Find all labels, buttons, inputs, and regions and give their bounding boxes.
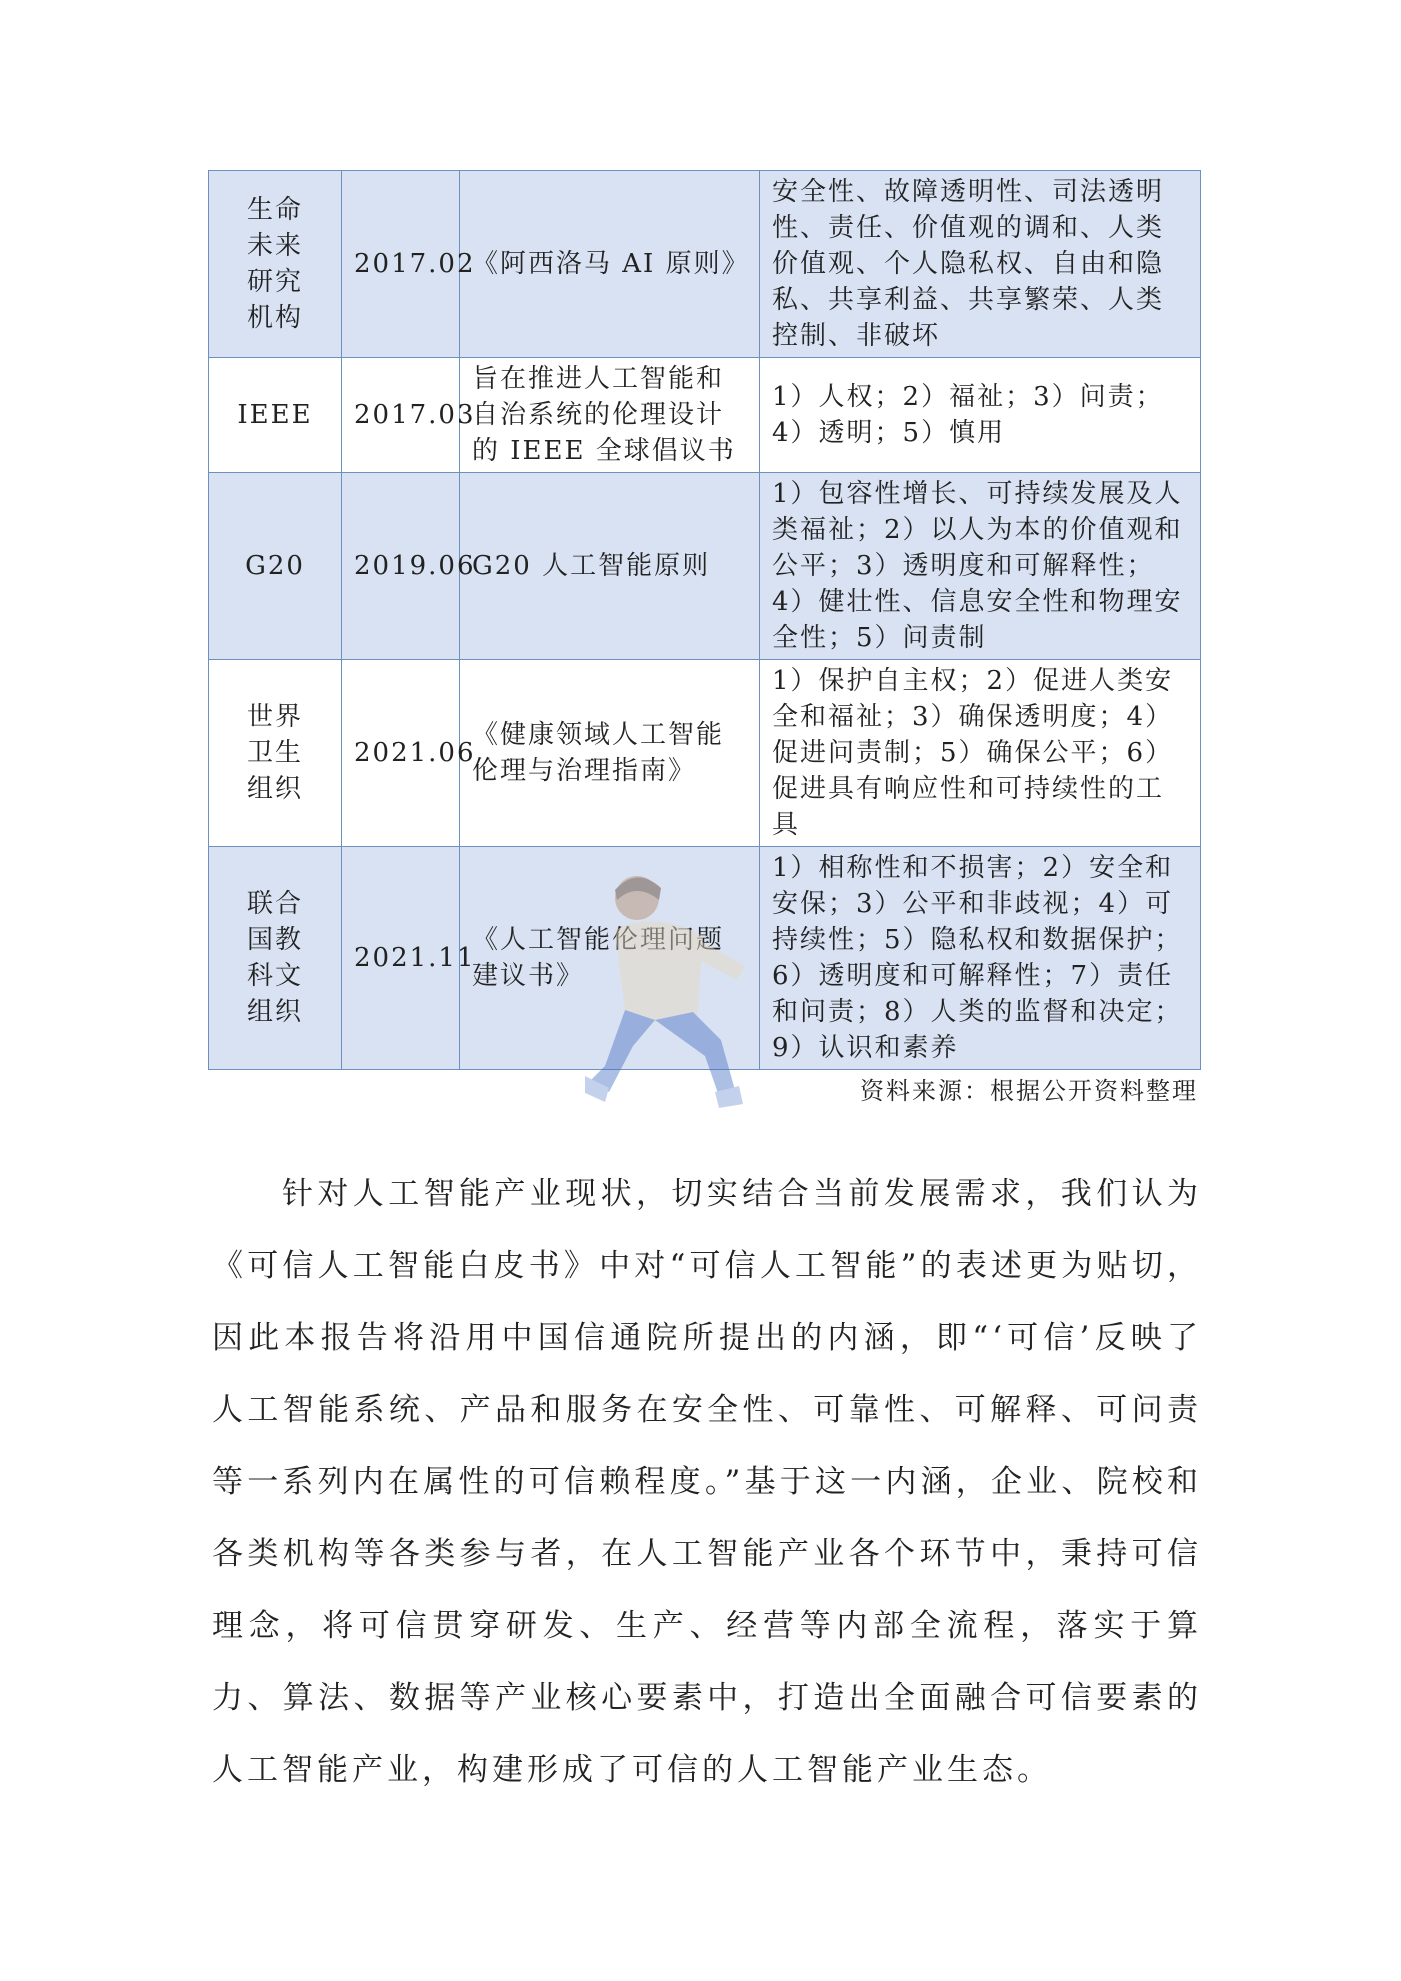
org-cell: 生命未来研究机构 <box>209 171 342 358</box>
org-cell: IEEE <box>209 358 342 473</box>
date-cell: 2021.11 <box>342 847 460 1070</box>
date-cell: 2019.06 <box>342 473 460 660</box>
date-cell: 2017.02 <box>342 171 460 358</box>
body-paragraph: 针对人工智能产业现状，切实结合当前发展需求，我们认为《可信人工智能白皮书》中对“可信人工智能”的表述更为贴切，因此本报告将沿用中国信通院所提出的内涵，即“‘可信’反映了人工智能系统、产品和服务在安全性、可靠性、可解释、可问责等一系列内在属性的可信赖程度。”基于这一内涵，企业、院校和各类机构等各类参与者，在人工智能产业各个环节中，秉持可信理念，将可信贯穿研发、生产、经营等内部全流程，落实于算力、算法、数据等产业核心要素中，打造出全面融合可信要素的人工智能产业，构建形成了可信的人工智能产业生态。 <box>212 1176 1202 1788</box>
content-cell: 1）相称性和不损害；2）安全和安保；3）公平和非歧视；4）可持续性；5）隐私权和数据保护；6）透明度和可解释性；7）责任和问责；8）人类的监督和决定；9）认识和素养 <box>760 847 1201 1070</box>
table-row <box>209 660 1201 847</box>
running-figure-watermark <box>585 870 755 1115</box>
table-row <box>209 473 1201 660</box>
document-cell: 《阿西洛马 AI 原则》 <box>460 171 760 358</box>
content-cell: 安全性、故障透明性、司法透明性、责任、价值观的调和、人类价值观、个人隐私权、自由和隐私、共享利益、共享繁荣、人类控制、非破坏 <box>760 171 1201 358</box>
document-cell: G20 人工智能原则 <box>460 473 760 660</box>
org-cell: 联合国教科文组织 <box>209 847 342 1070</box>
org-cell: G20 <box>209 473 342 660</box>
org-cell: 世界卫生组织 <box>209 660 342 847</box>
content-cell: 1）保护自主权；2）促进人类安全和福祉；3）确保透明度；4）促进问责制；5）确保公平；6）促进具有响应性和可持续性的工具 <box>760 660 1201 847</box>
document-cell: 《人工智能伦理问题建议书》 <box>460 847 760 1070</box>
table-row <box>209 358 1201 473</box>
date-cell: 2021.06 <box>342 660 460 847</box>
table-row <box>209 171 1201 358</box>
content-cell: 1）人权；2）福祉；3）问责；4）透明；5）慎用 <box>760 358 1201 473</box>
document-cell: 《健康领域人工智能伦理与治理指南》 <box>460 660 760 847</box>
table-source-note: 资料来源：根据公开资料整理 <box>860 1077 1198 1105</box>
content-cell: 1）包容性增长、可持续发展及人类福祉；2）以人为本的价值观和公平；3）透明度和可解释性；4）健壮性、信息安全性和物理安全性；5）问责制 <box>760 473 1201 660</box>
document-cell: 旨在推进人工智能和自治系统的伦理设计的 IEEE 全球倡议书 <box>460 358 760 473</box>
date-cell: 2017.03 <box>342 358 460 473</box>
